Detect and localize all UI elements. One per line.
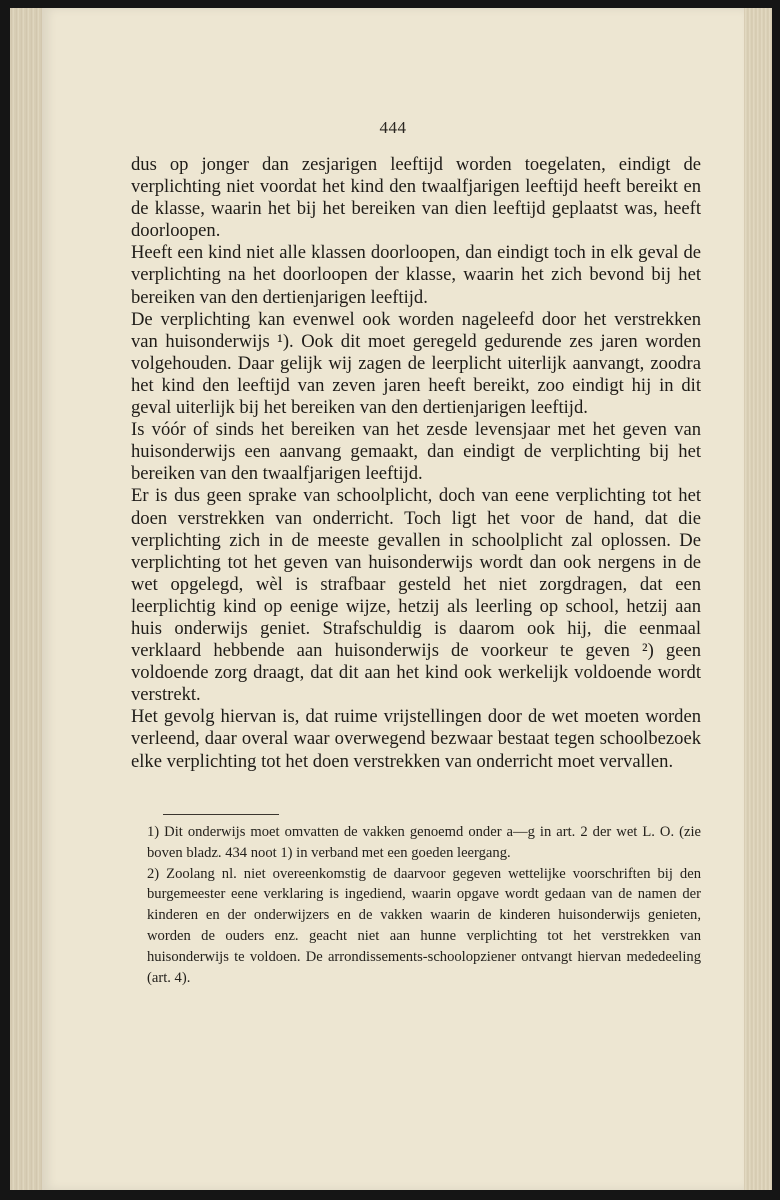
- page-edges-left: [10, 8, 44, 1190]
- paragraph-1: dus op jonger dan zesjarigen leeftijd worden toegelaten, eindigt de verplichting niet voordat het kind den twaalfjarigen leeftijd heeft bereikt en de klasse, waarin het bij het bereiken van dien leeftijd geplaatst was, heeft doorloopen.: [131, 154, 701, 242]
- paragraph-6: Het gevolg hiervan is, dat ruime vrijstellingen door de wet moeten worden verleend, daar overal waar overwegend bezwaar bestaat tegen schoolbezoek elke verplichting tot het doen verstrekken van onderricht moet vervallen.: [131, 706, 701, 772]
- body-text: [131, 154, 701, 773]
- footnote-2: 2) Zoolang nl. niet overeenkomstig de daarvoor gegeven wettelijke voorschriften bij den burgemeester eene verklaring is ingediend, waarin opgave wordt gedaan van de namen der kinderen en der onderwijzers en de vakken waarin de kinderen huisonderwijs genieten, worden de ouders enz. geacht niet aan hunne verplichting tot het verstrekken van huisonderwijs te voldoen. De arrondissements-schoolopziener ontvangt hiervan mededeeling (art. 4).: [147, 865, 701, 986]
- paragraph-2: Heeft een kind niet alle klassen doorloopen, dan eindigt toch in elk geval de verplichting na het doorloopen der klasse, waarin het zich bevond bij het bereiken van den dertienjarigen leeftijd.: [131, 242, 701, 308]
- paragraph-5: Er is dus geen sprake van schoolplicht, doch van eene verplichting tot het doen verstrekken van onderricht. Toch ligt het voor de hand, dat die verplichting zich in de meeste gevallen in schoolplicht zal oplossen. De verplichting tot het geven van huisonderwijs wordt dan ook nergens in de wet opgelegd, wèl is strafbaar gesteld het niet zorgdragen, dat een leerplichtig kind op eenige wijze, hetzij als leerling op school, hetzij aan huis onderwijs geniet. Strafschuldig is daarom ook hij, die eenmaal verklaard hebbende aan huisonderwijs de voorkeur te geven ²) geen voldoende zorg draagt, dat dit aan het kind ook werkelijk voldoende wordt verstrekt.: [131, 485, 701, 706]
- page-edges-right: [742, 8, 772, 1190]
- footnote-1: 1) Dit onderwijs moet omvatten de vakken genoemd onder a—g in art. 2 der wet L. O. (zie boven bladz. 434 noot 1) in verband met een goeden leergang.: [147, 824, 701, 861]
- footnote-rule: [163, 814, 279, 815]
- footnotes: [131, 822, 701, 988]
- page-number: 444: [379, 118, 407, 137]
- paragraph-4: Is vóór of sinds het bereiken van het zesde levensjaar met het geven van huisonderwijs een aanvang gemaakt, dan eindigt de verplichting bij het bereiken van den twaalfjarigen leeftijd.: [131, 419, 701, 485]
- paragraph-3: De verplichting kan evenwel ook worden nageleefd door het verstrekken van huisonderwijs ¹). Ook dit moet geregeld gedurende zes jaren worden volgehouden. Daar gelijk wij zagen de leerplicht uiterlijk aanvangt, zoodra het kind den leeftijd van zeven jaren heeft bereikt, zoo eindigt hij in dit geval uiterlijk bij het bereiken van den dertienjarigen leeftijd.: [131, 308, 701, 419]
